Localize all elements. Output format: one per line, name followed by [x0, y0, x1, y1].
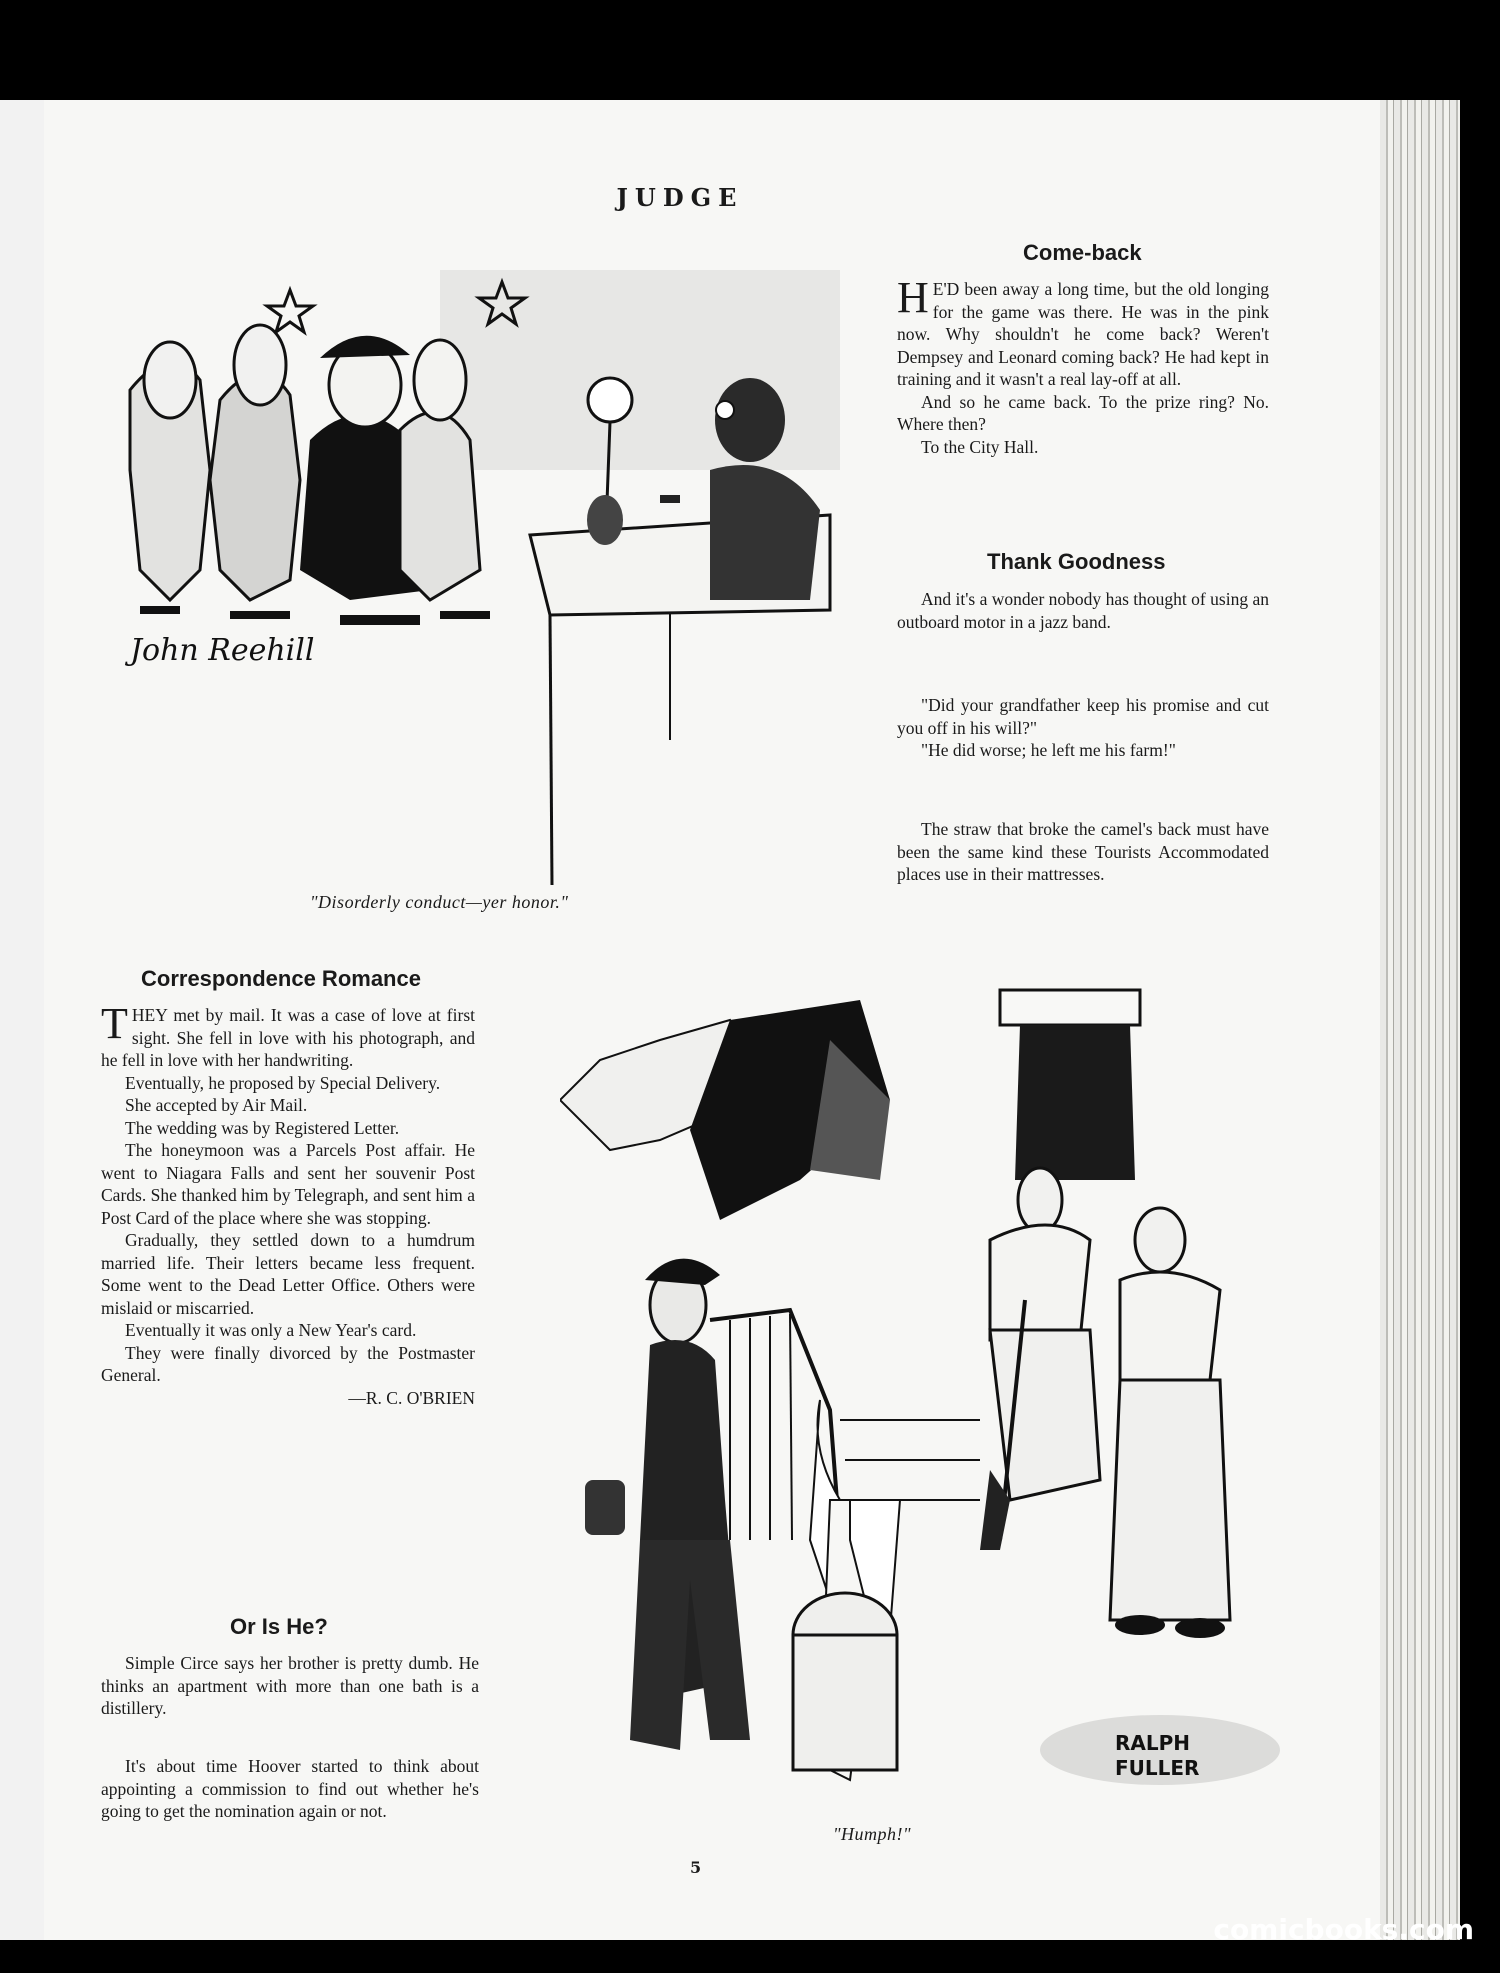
thank-goodness-title: Thank Goodness [987, 549, 1166, 574]
grandfather-p2: "He did worse; he left me his farm!" [921, 740, 1176, 760]
grandfather-joke [897, 694, 1269, 762]
correspondence-article [101, 999, 475, 1409]
straw-joke [897, 818, 1269, 886]
correspondence-p: They were finally divorced by the Postmaster General. [101, 1342, 475, 1385]
comeback-p2: And so he came back. To the prize ring? No. Where then? [897, 391, 1269, 434]
cartoon-court-scene [110, 270, 860, 890]
cartoon1-signature: John Reehill [130, 633, 315, 668]
correspondence-p: The wedding was by Registered Letter. [125, 1117, 400, 1138]
page-number: 5 [690, 1858, 702, 1877]
comeback-title: Come-back [1023, 240, 1142, 265]
comeback-article [897, 273, 1269, 458]
or-is-he-p1: Simple Circe says her brother is pretty dumb. He thinks an apartment with more than one bath is a distillery. [101, 1653, 479, 1718]
correspondence-dropcap: T [101, 999, 128, 1048]
correspondence-title: Correspondence Romance [141, 966, 421, 991]
comeback-p3: To the City Hall. [921, 436, 1039, 457]
correspondence-p: She accepted by Air Mail. [125, 1095, 308, 1115]
grandfather-p1: "Did your grandfather keep his promise and cut you off in his will?" [897, 695, 1269, 738]
correspondence-p: The honeymoon was a Parcels Post affair. He went to Niagara Falls and sent her souvenir Post Cards. She thanked him by Telegraph, and sent him a Post Card of the place where she was stopping. [101, 1140, 475, 1228]
page-stack-edges [1380, 100, 1460, 1940]
correspondence-lead: HEY met by mail. It was a case of love at first sight. She fell in love with his photograph, and he fell in love with her handwriting. [101, 1005, 475, 1070]
correspondence-p: Eventually it was only a New Year's card. [125, 1320, 417, 1340]
correspondence-author: —R. C. O'BRIEN [348, 1387, 475, 1408]
hoover-joke [101, 1755, 479, 1823]
straw-p1: The straw that broke the camel's back must have been the same kind these Tourists Accommodated places use in their mattresses. [897, 819, 1269, 884]
comeback-dropcap: H [897, 273, 929, 322]
or-is-he-article [101, 1652, 479, 1720]
cartoon1-caption: "Disorderly conduct—yer honor." [310, 892, 569, 912]
comeback-lead: E'D been away a long time, but the old longing for the game was there. He was in the pink now. Why shouldn't he come back? Weren't Dempsey and Leonard coming back? He had kept in training and it wasn't a real lay-off at all. [897, 279, 1269, 389]
cartoon2-caption: "Humph!" [833, 1824, 912, 1844]
hoover-p1: It's about time Hoover started to think about appointing a commission to find out whether he's going to get the nomination again or not. [101, 1756, 479, 1821]
or-is-he-title: Or Is He? [230, 1614, 328, 1639]
correspondence-p: Eventually, he proposed by Special Delivery. [125, 1072, 441, 1093]
correspondence-p: Gradually, they settled down to a humdrum married life. Their letters became less frequent. Some went to the Dead Letter Office. Others were mislaid or miscarried. [101, 1230, 475, 1318]
cartoon2-signature-line1: RALPH [1115, 1731, 1191, 1755]
thank-goodness-article [897, 588, 1269, 633]
cartoon-humph [560, 980, 1280, 1810]
cartoon2-signature-line2: FULLER [1115, 1756, 1200, 1780]
masthead: JUDGE [616, 183, 744, 212]
watermark[interactable]: comicbooks.com [1213, 1913, 1474, 1946]
thank-goodness-p1: And it's a wonder nobody has thought of using an outboard motor in a jazz band. [897, 589, 1269, 632]
